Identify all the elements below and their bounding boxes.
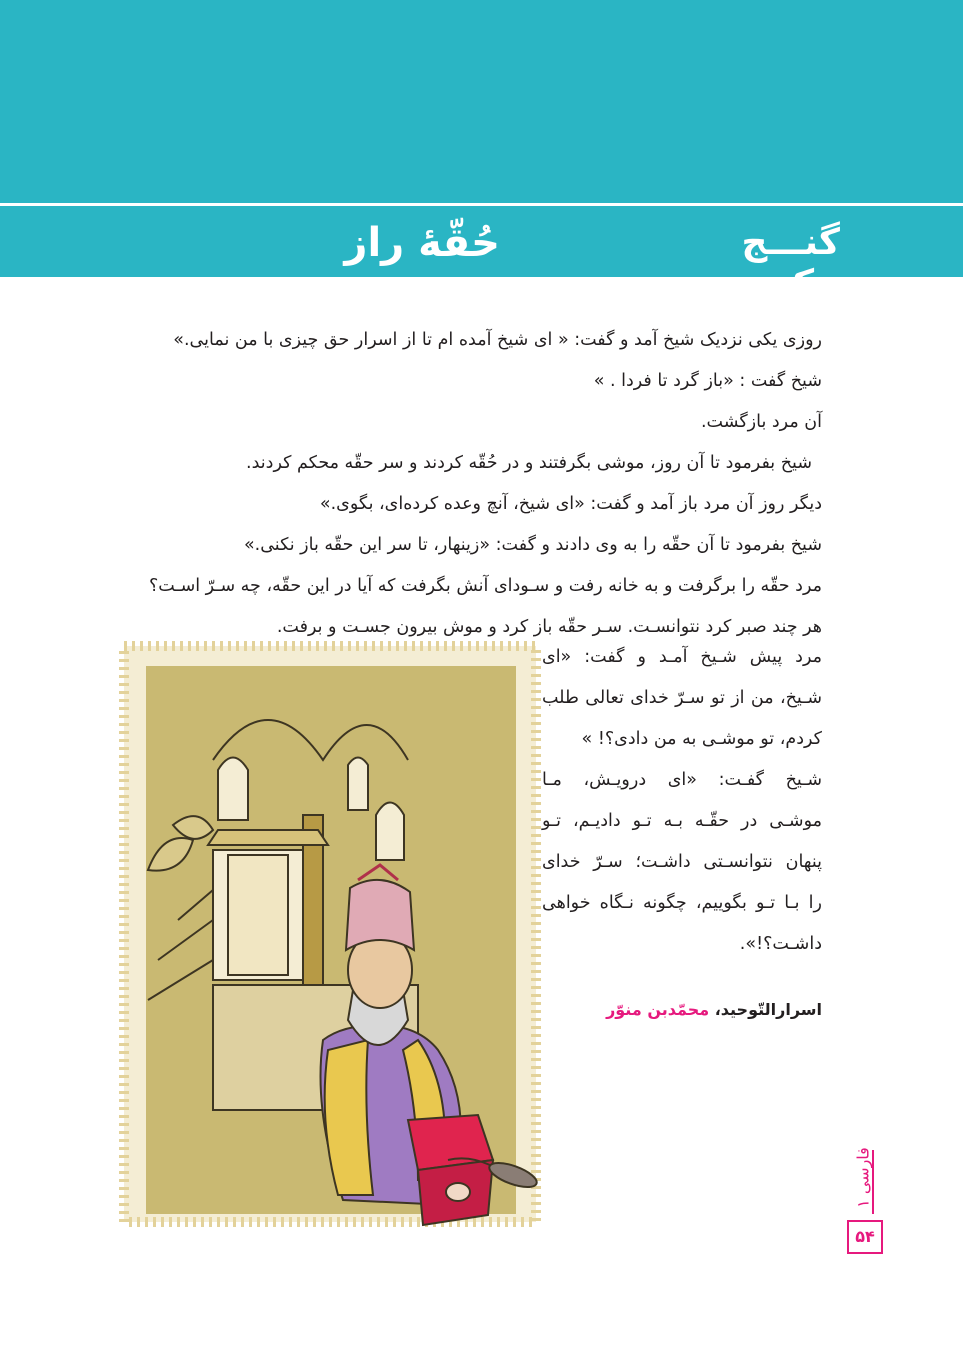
- story-line: هر چند صبر کرد نتوانسـت. سـر حقّه باز کرد و موش بیرون جسـت و برفت.: [276, 617, 822, 637]
- source-author: محمّدبن منوّر: [606, 1000, 710, 1019]
- story-paragraph: [110, 320, 822, 648]
- story-illustration: [118, 640, 542, 1252]
- red-box-drawing: [408, 1115, 493, 1225]
- story-paragraph-narrow: [542, 637, 822, 965]
- source-citation: [606, 1000, 822, 1019]
- story-line: کردم، تو موشـی به من دادی؟! »: [581, 729, 822, 749]
- story-line: را بـا تـو بگوییم، چگونه نـگاه خواهی: [542, 893, 822, 913]
- story-line: موشـی در حقّـه بـه تـو دادیـم، تـو: [542, 811, 822, 831]
- story-line: مرد حقّه را برگرفت و به خانه رفت و سـودای آنش بگرفت که آیا در این حقّه، چه سـرّ اسـت؟: [148, 576, 822, 596]
- story-line: شیخ بفرمود تا آن روز، موشی بگرفتند و در حُقّه کردند و سر حقّه محکم کردند.: [246, 453, 812, 473]
- title-bar: [0, 203, 963, 304]
- story-line: شـیخ، من از تو سـرّ خدای تعالی طلب: [542, 688, 822, 708]
- header-banner: [0, 0, 963, 304]
- page-number: ۵۴: [847, 1220, 883, 1254]
- story-line: شیخ بفرمود تا آن حقّه را به وی دادند و گفت: «زینهار، تا سر این حقّه باز نکنی.»: [243, 535, 822, 555]
- lesson-title: حُقّهٔ راز: [344, 220, 500, 266]
- story-line: دیگر روز آن مرد باز آمد و گفت: «ای شیخ، آنچ وعده کرده‌ای، بگوی.»: [319, 494, 822, 514]
- story-line: مرد پیش شـیخ آمـد و گفت: «ای: [542, 647, 822, 667]
- source-book: اسرارالتّوحید،: [709, 1000, 822, 1019]
- book-label: [850, 1147, 876, 1210]
- section-title: گنـــج حکمـــت: [693, 222, 840, 304]
- book-label-text: فارسی ۱: [853, 1147, 873, 1208]
- story-line: شیخ گفت : «باز گرد تا فردا . »: [593, 371, 822, 391]
- story-line: شـیخ گفـت: «ای درویـش، مـا: [542, 770, 822, 790]
- story-line: پنهان نتوانسـتی داشـت؛ سـرّ خدای: [542, 852, 822, 872]
- story-line: داشـت؟!».: [739, 934, 822, 954]
- story-line: آن مرد بازگشت.: [700, 412, 822, 432]
- story-line: روزی یکی نزدیک شیخ آمد و گفت: « ای شیخ آمده ام تا از اسرار حق چیزی با من نمایی.»: [173, 330, 822, 350]
